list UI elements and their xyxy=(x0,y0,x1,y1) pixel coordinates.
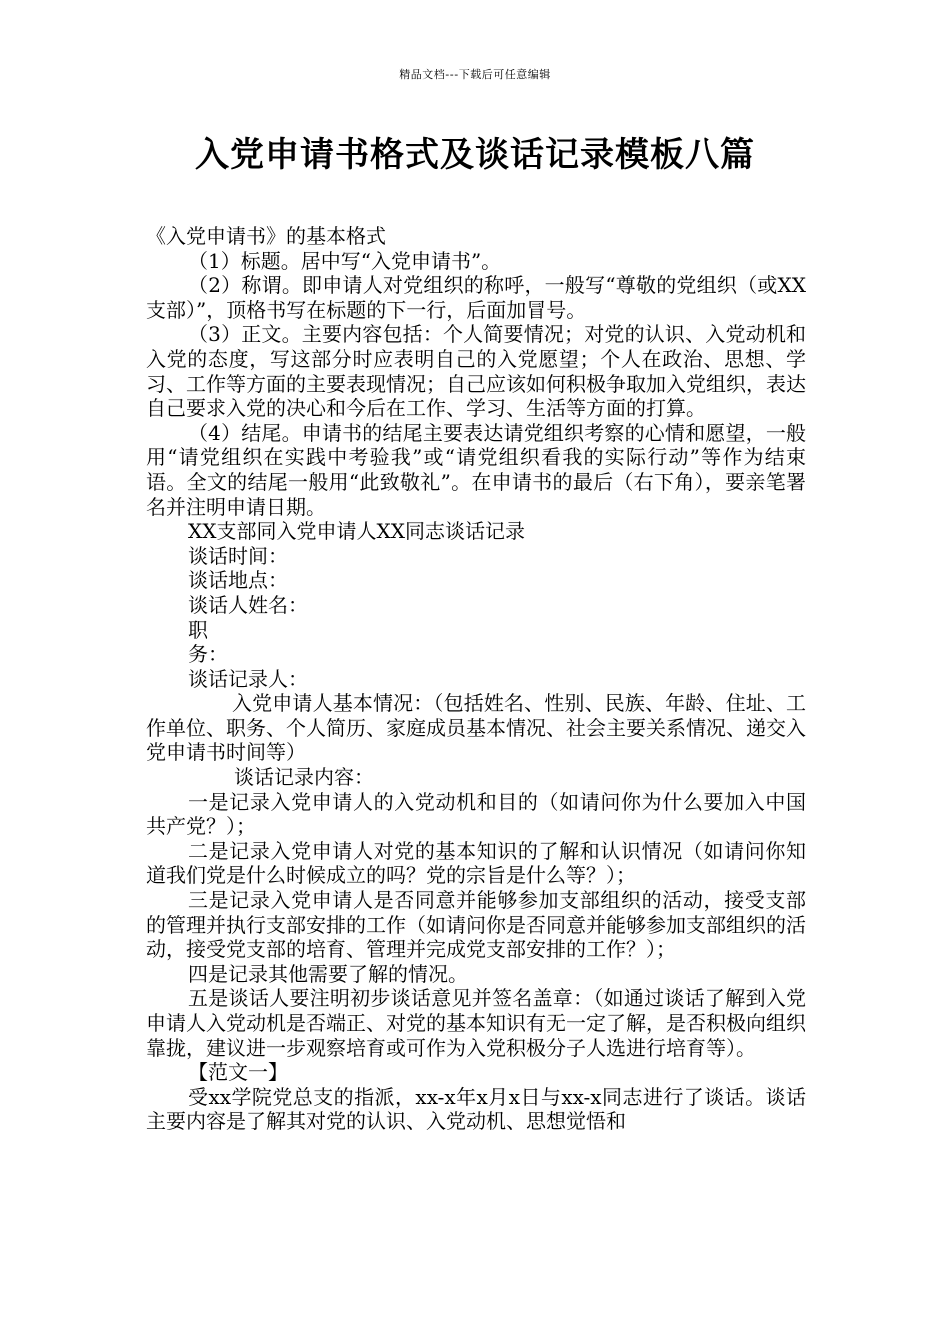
paragraph: 一是记录入党申请人的入党动机和目的（如请问你为什么要加入中国共产党？）； xyxy=(146,789,806,839)
paragraph: 入党申请人基本情况：（包括姓名、性别、民族、年龄、住址、工作单位、职务、个人简历、家庭成员基本情况、社会主要关系情况、递交入党申请书时间等） xyxy=(146,691,806,765)
form-field-name: 谈话人姓名： xyxy=(188,592,308,617)
form-field-position xyxy=(146,618,806,667)
paragraph: （2）称谓。即申请人对党组织的称呼，一般写“尊敬的党组织（或XX支部）”，顶格书写在标题的下一行，后面加冒号。 xyxy=(146,273,806,322)
sample-heading: 【范文一】 xyxy=(188,1060,288,1085)
document-title: 入党申请书格式及谈话记录模板八篇 xyxy=(195,135,755,175)
page-header: 精品文档---下载后可任意编辑 xyxy=(399,68,551,81)
section-heading: 《入党申请书》的基本格式 xyxy=(146,224,386,248)
form-field-recorder: 谈话记录人： xyxy=(188,666,308,691)
document-body xyxy=(146,224,806,1134)
paragraph: 二是记录入党申请人对党的基本知识的了解和认识情况（如请问你知道我们党是什么时候成立的吗？党的宗旨是什么等？）； xyxy=(146,838,806,888)
record-heading: XX支部同入党申请人XX同志谈话记录 xyxy=(188,519,525,544)
form-field-time: 谈话时间： xyxy=(188,543,288,568)
paragraph: （4）结尾。申请书的结尾主要表达请党组织考察的心情和愿望，一般用“请党组织在实践中考验我”或“请党组织看我的实际行动”等作为结束语。全文的结尾一般用“此致敬礼”。在申请书的最后（右下角），要亲笔署名并注明申请日期。 xyxy=(146,420,806,519)
paragraph: 五是谈话人要注明初步谈话意见并签名盖章：（如通过谈话了解到入党申请人入党动机是否端正、对党的基本知识有无一定了解，是否积极向组织靠拢，建议进一步观察培育或可作为入党积极分子人选进行培育等）。 xyxy=(146,986,806,1060)
form-field-position-label: 职务： xyxy=(188,617,228,667)
record-content-heading: 谈话记录内容： xyxy=(234,765,374,790)
paragraph: （3）正文。主要内容包括：个人简要情况；对党的认识、入党动机和入党的态度，写这部分时应表明自己的入党愿望；个人在政治、思想、学习、工作等方面的主要表现情况；自己应该如何积极争取加入党组织，表达自己要求入党的决心和今后在工作、学习、生活等方面的打算。 xyxy=(146,322,806,421)
paragraph: （1）标题。居中写“入党申请书”。 xyxy=(188,248,502,273)
form-field-place: 谈话地点： xyxy=(188,568,288,593)
paragraph: 受xx学院党总支的指派，xx-x年x月x日与xx-x同志进行了谈话。谈话主要内容是了解其对党的认识、入党动机、思想觉悟和 xyxy=(146,1084,806,1134)
paragraph: 四是记录其他需要了解的情况。 xyxy=(188,961,468,986)
paragraph: 三是记录入党申请人是否同意并能够参加支部组织的活动，接受支部的管理并执行支部安排的工作（如请问你是否同意并能够参加支部组织的活动，接受党支部的培育、管理并完成党支部安排的工作？）； xyxy=(146,888,806,962)
